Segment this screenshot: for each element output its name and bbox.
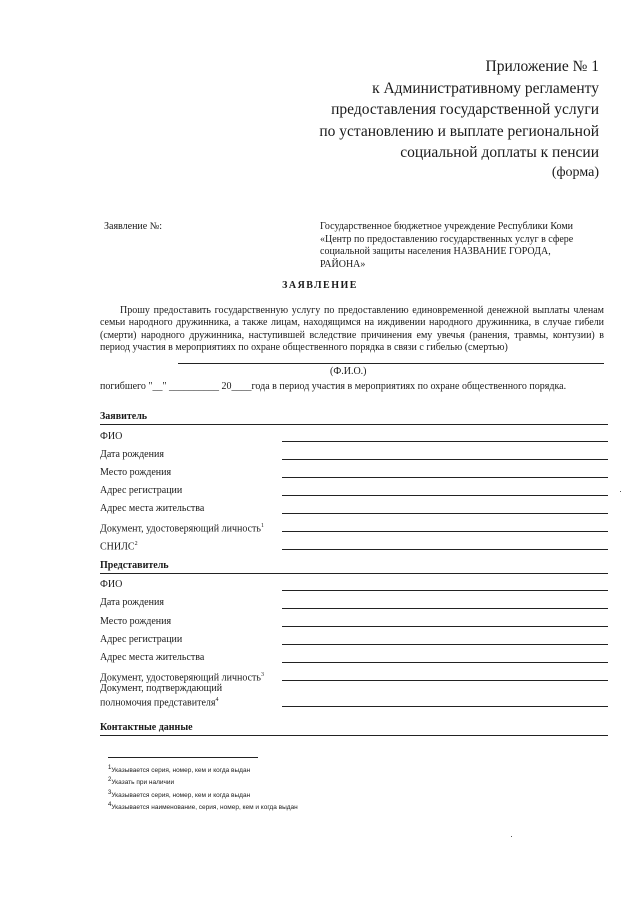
footnote-separator	[108, 757, 258, 758]
applicant-heading: Заявитель	[100, 411, 148, 422]
header-line-4: социальной доплаты к пенсии	[400, 144, 599, 161]
applicant-snils-field[interactable]	[282, 549, 608, 550]
application-number-label: Заявление №:	[104, 221, 163, 232]
header-line-3: по установлению и выплате региональной	[319, 122, 599, 140]
footnote-ref: 1	[260, 523, 264, 529]
appendix-header	[319, 56, 599, 164]
applicant-birthplace-label: Место рождения	[100, 467, 172, 478]
representative-residence-label: Адрес места жительства	[100, 652, 205, 663]
representative-residence-field[interactable]	[282, 662, 608, 663]
applicant-residence-field[interactable]	[282, 513, 608, 514]
applicant-registration-label: Адрес регистрации	[100, 485, 183, 496]
footnote-ref: 3	[260, 672, 264, 678]
footnote-2: $^2$Указать при наличии	[108, 777, 175, 787]
contacts-heading: Контактные данные	[100, 722, 193, 733]
applicant-divider	[100, 424, 608, 425]
applicant-fio-field[interactable]	[282, 441, 608, 442]
fio-caption: (Ф.И.О.)	[330, 366, 367, 377]
representative-heading: Представитель	[100, 560, 169, 571]
organization-name: Государственное бюджетное учреждение Республики Коми «Центр по предоставлению государственных услуг в сфере социальной защиты населения НАЗВАНИЕ ГОРОДА, РАЙОНА»	[320, 221, 574, 270]
applicant-birthdate-field[interactable]	[282, 459, 608, 460]
applicant-fio-label: ФИО	[100, 431, 123, 442]
representative-authority-label: Документ, подтверждающий полномочия представителя$^4$	[100, 683, 223, 708]
applicant-snils-label: СНИЛС$^2$	[100, 541, 138, 553]
footnote-3: $^3$Указывается серия, номер, кем и когда выдан	[108, 790, 251, 800]
appendix-number: Приложение № 1	[485, 58, 599, 75]
representative-registration-label: Адрес регистрации	[100, 634, 183, 645]
request-paragraph: Прошу предоставить государственную услугу по предоставлению единовременной денежной выплаты членам семьи народного дружинника, а также лицам, находящимся на иждивении народного дружинника, в случае гибели (смерти) народного дружинника, наступившей вследствие причинения ему увечья (ранения, травмы, контузии) в период участия в мероприятиях по охране общественного порядка в связи с гибелью (смертью)	[100, 305, 604, 354]
footnote-4: $^4$Указывается наименование, серия, номер, кем и когда выдан	[108, 802, 298, 812]
representative-birthdate-label: Дата рождения	[100, 597, 164, 608]
representative-registration-field[interactable]	[282, 644, 608, 645]
footnote-ref: 2	[134, 541, 138, 547]
deceased-date-line: погибшего "__" __________ 20____года в период участия в мероприятиях по охране общественного порядка.	[100, 381, 567, 392]
applicant-birthdate-label: Дата рождения	[100, 449, 164, 460]
representative-birthplace-field[interactable]	[282, 626, 608, 627]
representative-fio-field[interactable]	[282, 590, 608, 591]
footnote-1: $^1$Указывается серия, номер, кем и когда выдан	[108, 765, 251, 775]
form-label: (форма)	[551, 165, 599, 180]
applicant-birthplace-field[interactable]	[282, 477, 608, 478]
representative-id-document-field[interactable]	[282, 680, 608, 681]
scan-speck	[511, 836, 512, 837]
applicant-registration-field[interactable]	[282, 495, 608, 496]
header-line-1: к Административному регламенту	[372, 79, 599, 97]
deceased-fio-field[interactable]	[178, 363, 604, 364]
footnote-ref: 4	[215, 696, 219, 703]
applicant-id-document-label: Документ, удостоверяющий личность$^1$	[100, 523, 264, 535]
header-line-2: предоставления государственной услуги	[331, 101, 599, 118]
contacts-divider	[100, 735, 608, 736]
representative-birthplace-label: Место рождения	[100, 616, 172, 627]
applicant-residence-label: Адрес места жительства	[100, 503, 205, 514]
applicant-id-document-field[interactable]	[282, 531, 608, 532]
representative-id-document-label: Документ, удостоверяющий личность$^3$	[100, 672, 264, 684]
representative-authority-field[interactable]	[282, 706, 608, 707]
representative-divider	[100, 573, 608, 574]
document-title: ЗАЯВЛЕНИЕ	[282, 280, 358, 291]
scan-speck	[620, 491, 621, 492]
representative-fio-label: ФИО	[100, 579, 123, 590]
representative-birthdate-field[interactable]	[282, 608, 608, 609]
